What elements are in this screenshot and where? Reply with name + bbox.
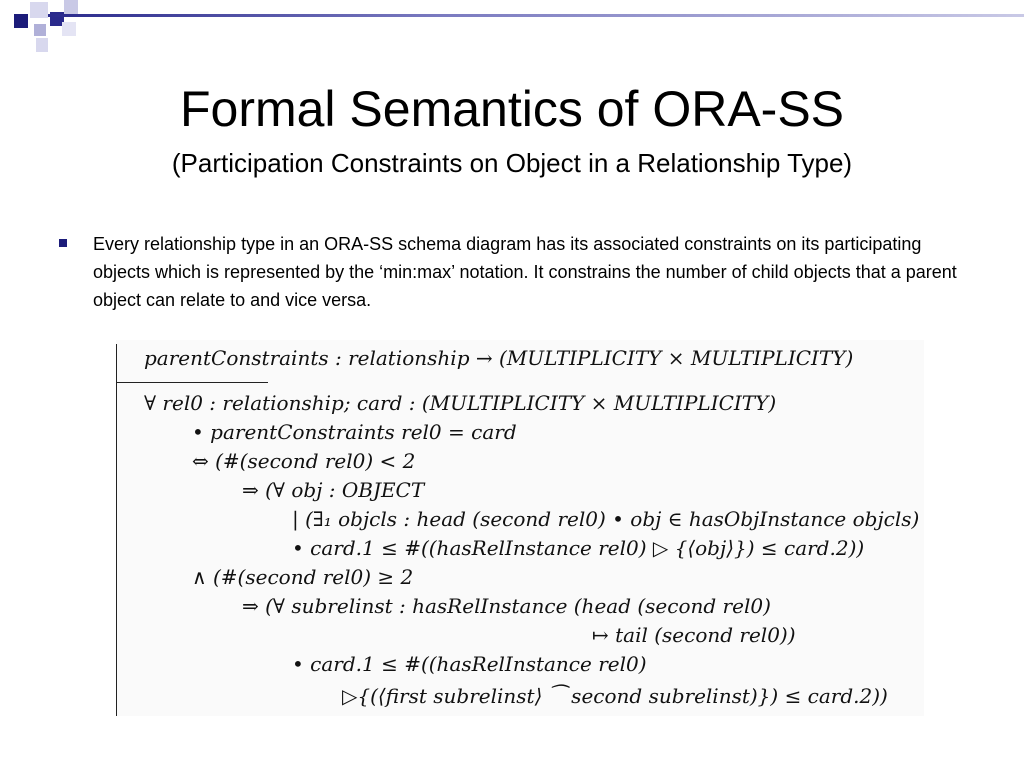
spec-line: ⇔ (#(second rel0) < 2 <box>192 449 416 473</box>
slide-title: Formal Semantics of ORA-SS <box>179 81 845 137</box>
spec-line: • parentConstraints rel0 = card <box>192 420 517 444</box>
square-bullet-icon <box>59 239 67 247</box>
bullet-item <box>56 230 976 314</box>
decor-square <box>14 14 28 28</box>
decor-square <box>34 24 46 36</box>
spec-line: • card.1 ≤ #((hasRelInstance rel0) <box>292 652 647 676</box>
header-rule <box>48 14 1024 17</box>
spec-line: ⇒ (∀ subrelinst : hasRelInstance (head (second rel0) <box>242 594 771 618</box>
decor-square <box>30 2 48 18</box>
corner-decoration <box>0 0 1024 60</box>
spec-line: | (∃₁ objcls : head (second rel0) • obj ∈ hasObjInstance objcls) <box>292 507 920 531</box>
spec-line: ⇒ (∀ obj : OBJECT <box>242 478 425 502</box>
slide-subtitle: (Participation Constraints on Object in a Relationship Type) <box>171 148 853 178</box>
bullet-text: Every relationship type in an ORA-SS schema diagram has its associated constraints on its participating objects which is represented by the ‘min:max’ notation. It constrains the number of child objects that a parent object can relate to and vice versa. <box>93 234 957 310</box>
decor-square <box>36 38 48 52</box>
spec-line: • card.1 ≤ #((hasRelInstance rel0) ▷ {⟨obj⟩}) ≤ card.2)) <box>292 536 865 560</box>
decor-square <box>64 0 78 14</box>
schema-horizontal-rule <box>116 382 268 383</box>
schema-vertical-rule <box>116 344 117 716</box>
decor-square <box>62 22 76 36</box>
spec-line: ↦ tail (second rel0)) <box>592 623 796 647</box>
spec-line: ∀ rel0 : relationship; card : (MULTIPLICITY × MULTIPLICITY) <box>144 391 777 415</box>
spec-line: parentConstraints : relationship → (MULTIPLICITY × MULTIPLICITY) <box>144 346 854 370</box>
z-specification-box <box>116 340 924 716</box>
spec-line: ▷{(⟨first subrelinst⟩ ⁀ second subrelinst)}) ≤ card.2)) <box>342 684 888 708</box>
spec-line: ∧ (#(second rel0) ≥ 2 <box>192 565 414 589</box>
